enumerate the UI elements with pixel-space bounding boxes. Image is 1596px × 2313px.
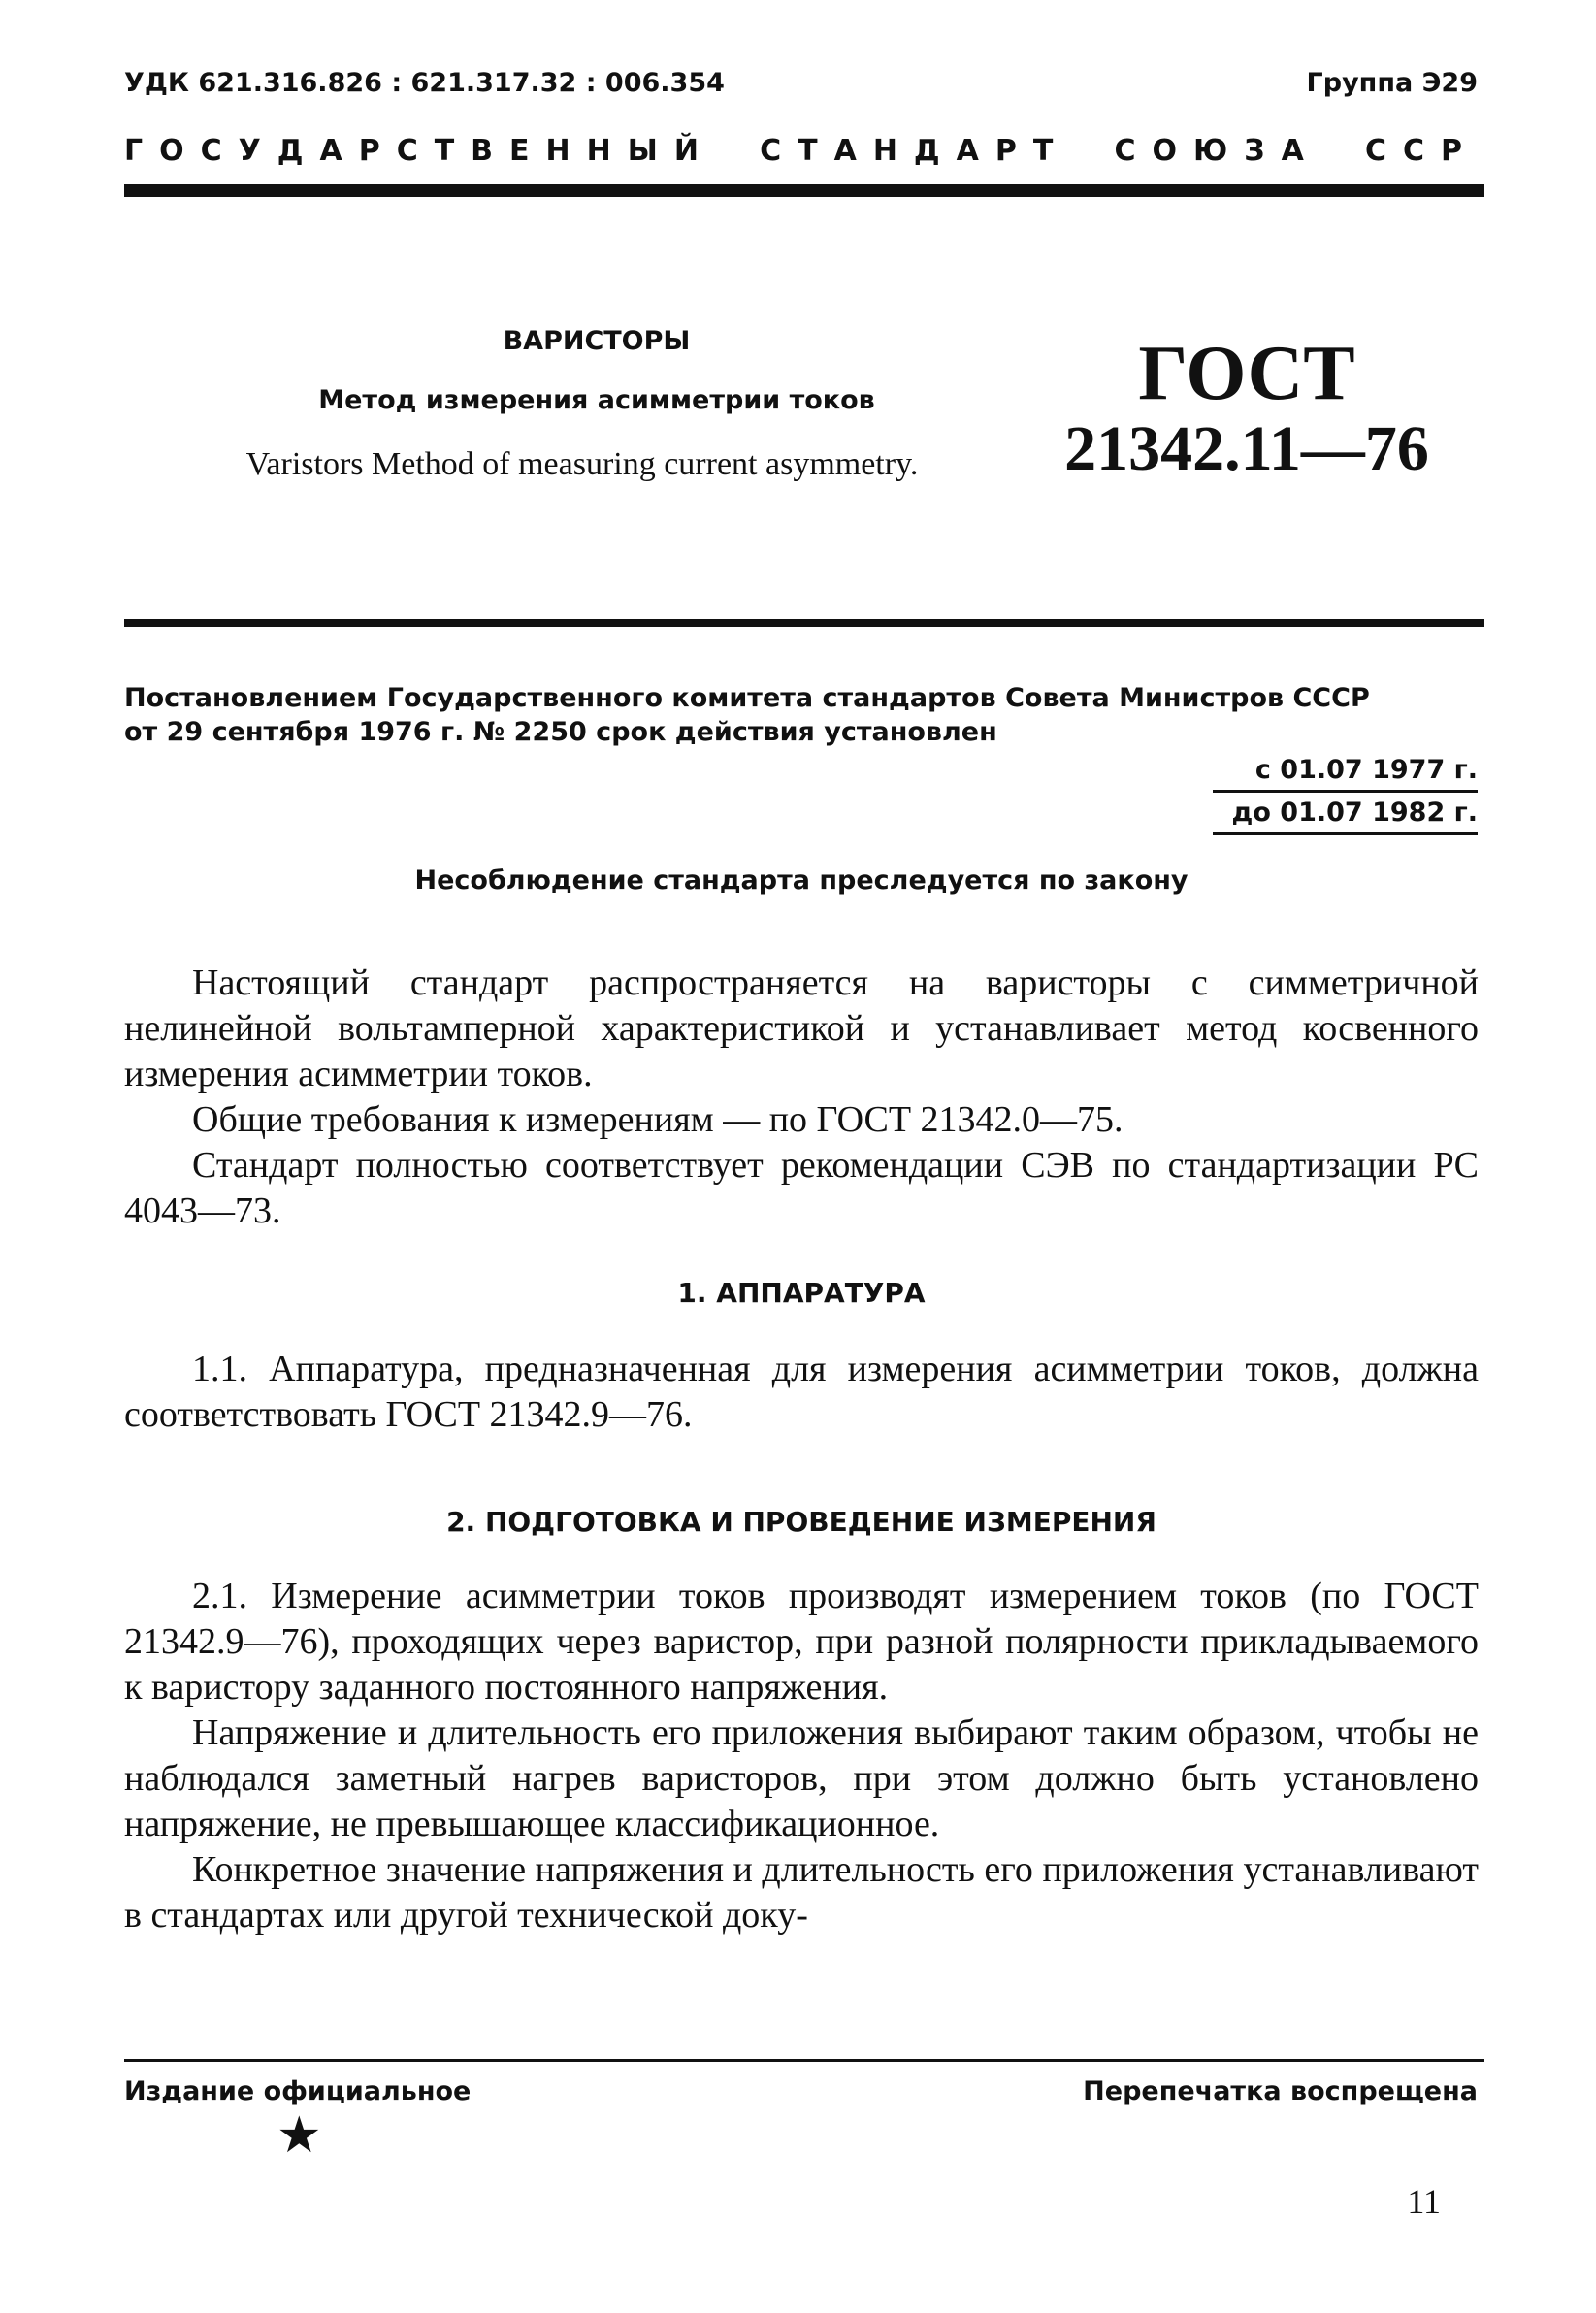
state-standard-title	[124, 134, 1479, 168]
paragraph: Стандарт полностью соответствует рекомендации СЭВ по стандартизации PC 4043—73.	[124, 1145, 1479, 1231]
page-number: 11	[1407, 2182, 1441, 2221]
official-edition-label: Издание официальное	[124, 2076, 472, 2106]
star-icon: ★	[277, 2106, 322, 2165]
gost-label: ГОСТ	[1138, 331, 1355, 416]
title-word: СОЮЗА	[1114, 134, 1320, 168]
date-rule	[1213, 832, 1478, 835]
valid-to-date: до 01.07 1982 г.	[1231, 798, 1478, 828]
decree-line: Постановлением Государственного комитета стандартов Совета Министров СССР	[124, 683, 1370, 713]
decree-text	[124, 681, 1482, 749]
group-code: Группа Э29	[1306, 68, 1478, 98]
udk-code: УДК 621.316.826 : 621.317.32 : 006.354	[124, 68, 725, 98]
standard-title-ru: ВАРИСТОРЫ	[503, 326, 691, 356]
paragraph: Общие требования к измерениям — по ГОСТ 21342.0—75.	[192, 1099, 1124, 1140]
section-1-text	[124, 1347, 1479, 1438]
compliance-notice: Несоблюдение стандарта преследуется по закону	[414, 865, 1189, 896]
section-1-title: 1. АППАРАТУРА	[677, 1277, 926, 1309]
paragraph: Напряжение и длительность его приложения выбирают таким образом, чтобы не наблюдался заметный нагрев варисторов, при этом должно быть установлено напряжение, не превышающее классификационное.	[124, 1712, 1479, 1844]
standard-subtitle-ru: Метод измерения асимметрии токов	[318, 385, 875, 415]
footer-rule	[124, 2059, 1484, 2062]
standard-title-en: Varistors Method of measuring current asymmetry.	[245, 446, 919, 482]
header-thick-rule	[124, 184, 1484, 197]
paragraph: Конкретное значение напряжения и длительность его приложения устанавливают в стандартах или другой технической доку-	[124, 1849, 1479, 1936]
title-word: ГОСУДАРСТВЕННЫЙ	[124, 134, 715, 168]
date-rule	[1213, 790, 1478, 793]
paragraph: 1.1. Аппаратура, предназначенная для измерения асимметрии токов, должна соответствовать ГОСТ 21342.9—76.	[124, 1349, 1479, 1435]
valid-from-date: с 01.07 1977 г.	[1254, 755, 1478, 785]
gost-number: 21342.11—76	[1064, 413, 1429, 484]
section-2-title: 2. ПОДГОТОВКА И ПРОВЕДЕНИЕ ИЗМЕРЕНИЯ	[446, 1506, 1156, 1538]
reprint-prohibited-label: Перепечатка воспрещена	[1083, 2076, 1478, 2106]
title-word: ССР	[1364, 134, 1479, 168]
decree-line: от 29 сентября 1976 г. № 2250 срок действия установлен	[124, 717, 997, 748]
title-word: СТАНДАРТ	[760, 134, 1070, 168]
section-2-text	[124, 1574, 1479, 1938]
intro-text	[124, 961, 1479, 1234]
title-block-rule	[124, 619, 1484, 627]
paragraph: Настоящий стандарт распространяется на варисторы с симметричной нелинейной вольтамперной характеристикой и устанавливает метод косвенного измерения асимметрии токов.	[124, 962, 1479, 1094]
paragraph: 2.1. Измерение асимметрии токов производят измерением токов (по ГОСТ 21342.9—76), проходящих через варистор, при разной полярности прикладываемого к варистору заданного постоянного напряжения.	[124, 1576, 1479, 1708]
